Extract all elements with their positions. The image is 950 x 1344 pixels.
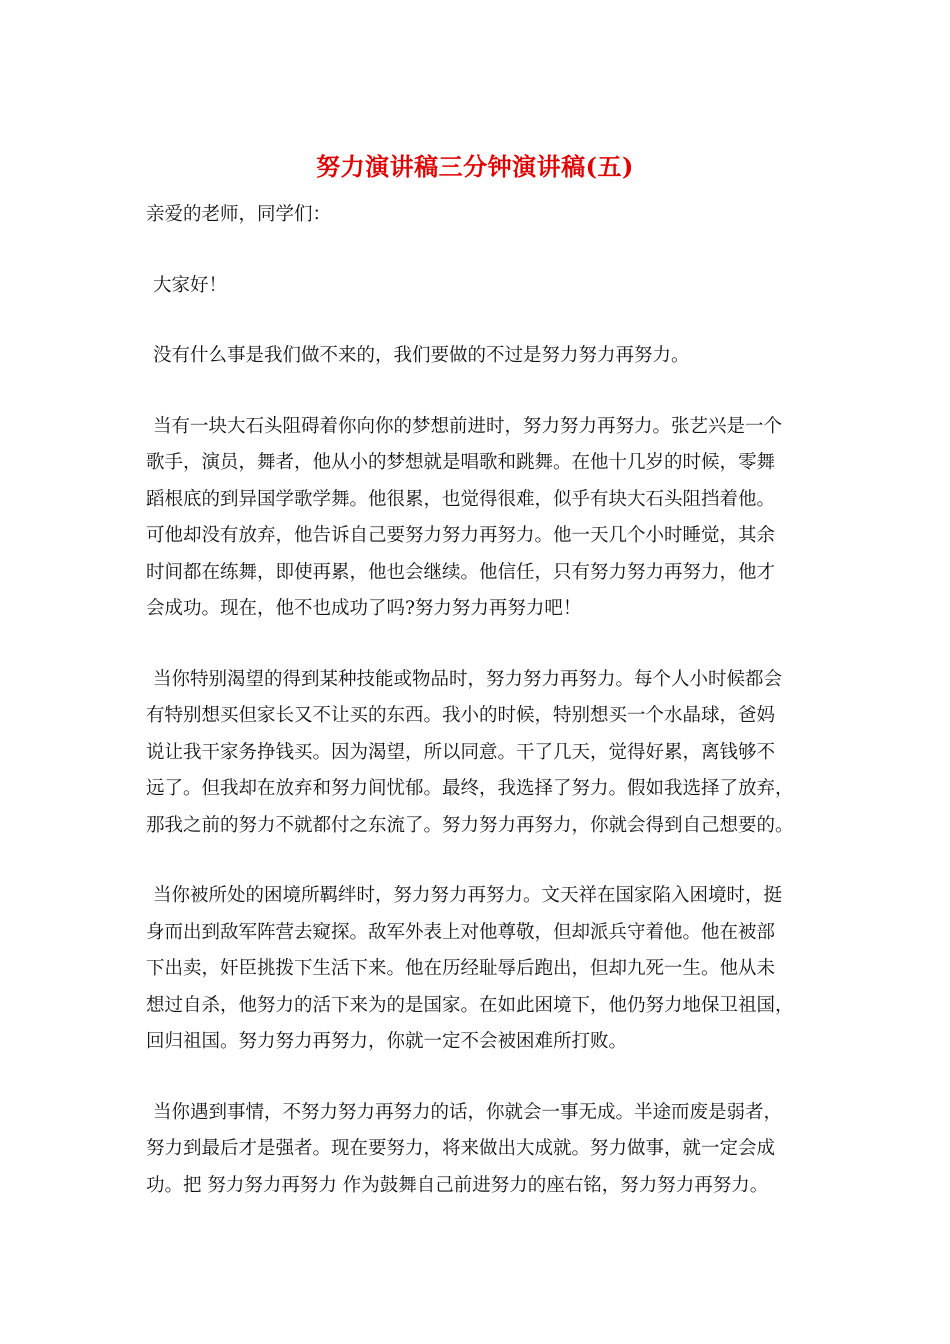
paragraph-gap — [146, 1061, 810, 1095]
text-line: 当你遇到事情，不努力努力再努力的话，你就会一事无成。半途而废是弱者， — [153, 1101, 783, 1123]
paragraph — [146, 409, 810, 628]
text-line: 说让我干家务挣钱买。因为渴望，所以同意。干了几天，觉得好累，离钱够不 — [146, 741, 776, 763]
text-line: 蹈根底的到异国学歌学舞。他很累，也觉得很难，似乎有块大石头阻挡着他。 — [146, 488, 776, 510]
paragraph — [146, 878, 810, 1061]
text-line: 回归祖国。努力努力再努力，你就一定不会被困难所打败。 — [146, 1031, 628, 1052]
text-line: 没有什么事是我们做不来的，我们要做的不过是努力努力再努力。 — [153, 345, 690, 366]
paragraph — [146, 662, 810, 845]
salutation — [146, 197, 810, 234]
paragraph-gap — [146, 628, 810, 662]
text-line: 当有一块大石头阻碍着你向你的梦想前进时，努力努力再努力。张艺兴是一个 — [153, 415, 783, 437]
text-line: 功。把 努力努力再努力 作为鼓舞自己前进努力的座右铭，努力努力再努力。 — [146, 1174, 769, 1196]
text-line: 当你被所处的困境所羁绊时，努力努力再努力。文天祥在国家陷入困境时，挺 — [153, 885, 783, 906]
paragraph-gap — [146, 234, 810, 268]
text-line: 可他却没有放弃，他告诉自己要努力努力再努力。他一天几个小时睡觉，其余 — [146, 525, 776, 546]
text-line: 远了。但我却在放弃和努力间忧郁。最终，我选择了努力。假如我选择了放弃， — [146, 778, 794, 799]
text-line: 努力到最后才是强者。现在要努力，将来做出大成就。努力做事，就一定会成 — [146, 1138, 776, 1159]
document-body — [146, 197, 810, 1204]
text-line: 想过自杀，他努力的活下来为的是国家。在如此困境下，他仍努力地保卫祖国， — [146, 994, 794, 1016]
document-title: 努力演讲稿三分钟演讲稿(五) — [316, 152, 634, 181]
text-line: 下出卖，奸臣挑拨下生活下来。他在历经耻辱后跑出，但却九死一生。他从未 — [146, 958, 776, 979]
text-line: 当你特别渴望的得到某种技能或物品时，努力努力再努力。每个人小时候都会 — [153, 668, 783, 690]
paragraph-gap — [146, 375, 810, 409]
text-line: 亲爱的老师，同学们： — [146, 204, 332, 225]
paragraph — [146, 338, 810, 375]
paragraph — [146, 1095, 810, 1205]
text-line: 有特别想买但家长又不让买的东西。我小的时候，特别想买一个水晶球，爸妈 — [146, 705, 776, 726]
text-line: 那我之前的努力不就都付之东流了。努力努力再努力，你就会得到自己想要的。 — [146, 814, 794, 836]
text-line: 大家好！ — [153, 274, 228, 296]
text-line: 歌手，演员，舞者，他从小的梦想就是唱歌和跳舞。在他十几岁的时候，零舞 — [146, 452, 776, 473]
paragraph-gap — [146, 844, 810, 878]
text-line: 身而出到敌军阵营去窥探。敌军外表上对他尊敬，但却派兵守着他。他在被部 — [146, 921, 776, 943]
paragraph — [146, 268, 810, 305]
text-line: 会成功。现在，他不也成功了吗?努力努力再努力吧！ — [146, 598, 582, 619]
text-line: 时间都在练舞，即使再累，他也会继续。他信任，只有努力努力再努力，他才 — [146, 561, 776, 583]
paragraph-gap — [146, 304, 810, 338]
